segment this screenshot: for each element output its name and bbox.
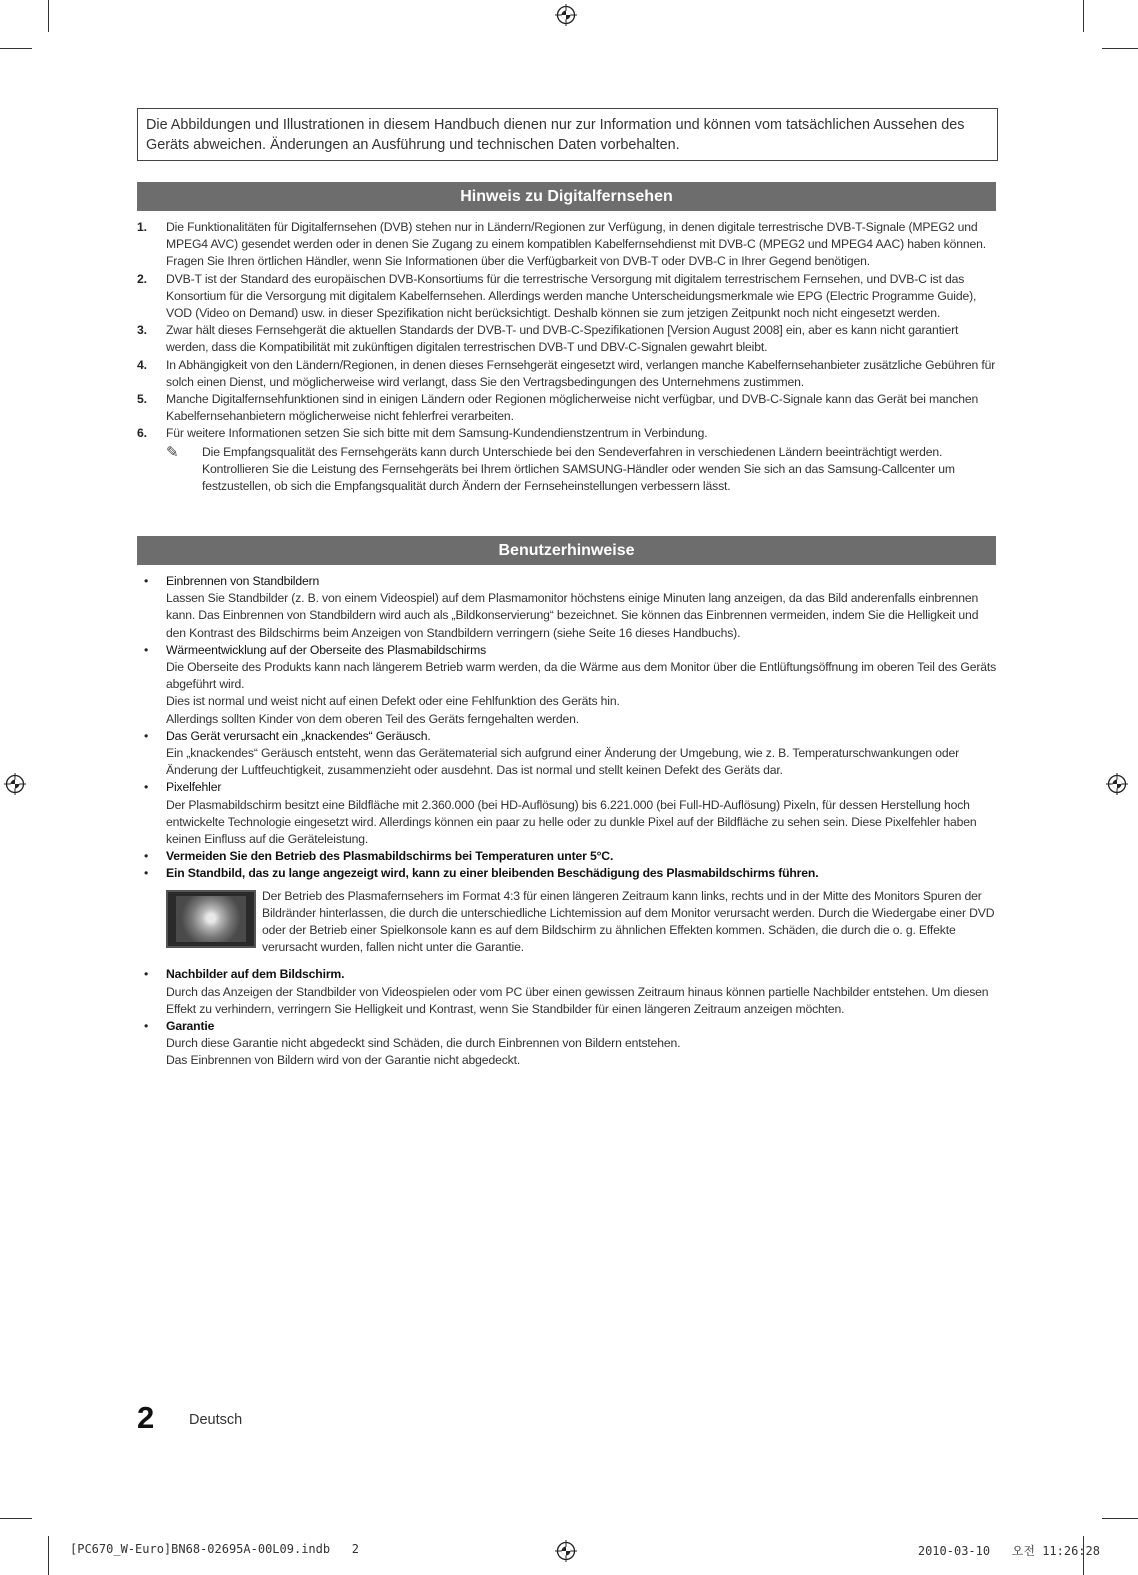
bullet-title: Ein Standbild, das zu lange angezeigt wird, kann zu einer bleibenden Beschädigung des Plasmabildschirms führen. [166,866,819,881]
list-number: 1. [137,220,147,234]
list-item [137,779,997,848]
bullet-title: Vermeiden Sie den Betrieb des Plasmabildschirms bei Temperaturen unter 5°C. [166,849,614,864]
registration-mark-icon [555,4,577,26]
image-note [166,888,997,957]
bullet-body: Lassen Sie Standbilder (z. B. von einem Videospiel) auf dem Plasmamonitor höchstens einige Minuten lang anzeigen, da das Bild anderenfalls einbrennen kann. Das Einbrennen von Standbildern wird auch als „Bildkonservierung“ bezeichnet. Sie können das Einbrennen vermeiden, indem Sie die Helligkeit und den Kontrast des Bildschirms beim Anzeigen von Standbildern verringern (siehe Seite 16 dieses Handbuchs). [166,591,979,640]
pencil-note-icon: ✎ [166,443,179,461]
page-language: Deutsch [189,1412,243,1428]
bullet-body: Ein „knackendes“ Geräusch entsteht, wenn das Gerätematerial sich aufgrund einer Änderung der Umgebung, wie z. B. Temperaturschwankungen oder Änderung der Luftfeuchtigkeit, zusammenzieht oder ausdehnt. Das ist normal und stellt keinen Defekt des Geräts dar. [166,746,960,778]
bullet-icon: • [144,967,149,982]
section-header-user-notes: Benutzerhinweise [137,536,996,565]
bullet-title: Garantie [166,1019,215,1034]
list-item-text: Für weitere Informationen setzen Sie sich bitte mit dem Samsung-Kundendienstzentrum in Verbindung. [166,426,708,441]
list-item [137,865,997,956]
registration-mark-icon [555,1540,577,1562]
screen-burn-in-image [166,890,256,948]
bullet-icon: • [144,849,149,864]
list-item [137,219,997,271]
note [137,444,997,496]
list-item-text: Manche Digitalfernsehfunktionen sind in einigen Ländern oder Regionen möglicherweise nicht verfügbar, und DVB-C-Signale kann das Gerät bei manchen Kabelfernsehanbietern möglicherweise nicht fehlerfrei verarbeiten. [166,392,979,424]
crop-mark [0,1518,32,1519]
bullet-body: Die Oberseite des Produkts kann nach längerem Betrieb warm werden, da die Wärme aus dem Monitor über die Entlüftungsöffnung im oberen Teil des Geräts abgeführt wird. [166,660,997,692]
digital-tv-list [137,219,997,495]
bullet-body: Allerdings sollten Kinder von dem oberen Teil des Geräts ferngehalten werden. [166,711,580,726]
list-item-text: DVB-T ist der Standard des europäischen DVB-Konsortiums für die terrestrische Versorgung mit digitalem terrestrischem Fernsehen, und DVB-C ist das Konsortium für die Versorgung mit digitalem Kabelfernsehen. Allerdings werden manche Unterscheidungsmerkmale wie EPG (Electric Programme Guide), VOD (Video on Demand) usw. in dieser Spezifikation nicht berücksichtigt. Deshalb können sie zum jetzigen Zeitpunkt noch nicht eingesetzt werden. [166,271,977,321]
list-item [137,1018,997,1070]
list-item [137,642,997,728]
list-number: 2. [137,271,147,286]
crop-mark [48,1536,49,1575]
bullet-body: Durch diese Garantie nicht abgedeckt sind Schäden, die durch Einbrennen von Bildern entstehen. [166,1036,681,1051]
image-note-text: Der Betrieb des Plasmafernsehers im Format 4:3 für einen längeren Zeitraum kann links, rechts und in der Mitte des Monitors Spuren der Bildränder hinterlassen, die durch die unterschiedliche Lichtemission auf dem Monitor verursacht werden. Durch die Wiedergabe einer DVD oder der Betrieb einer Spielkonsole kann es auf dem Bildschirm zu ähnlichen Effekten kommen. Schäden, die durch die o. g. Effekte verursacht wurden, fallen nicht unter die Garantie. [262,888,995,955]
bullet-icon: • [144,728,149,743]
bullet-icon: • [144,866,149,881]
list-item [137,848,997,865]
bullet-body: Das Einbrennen von Bildern wird von der Garantie nicht abgedeckt. [166,1053,521,1068]
list-item-text: In Abhängigkeit von den Ländern/Regionen, in denen dieses Fernsehgerät eingesetzt wird, verlangen manche Kabelfernsehanbieter zusätzliche Gebühren für solch einen Dienst, und möglicherweise wird verlangt, dass Sie den Vertragsbedingungen des Unternehmens zustimmen. [166,357,996,389]
bullet-title: Nachbilder auf dem Bildschirm. [166,967,345,982]
list-item-text: Die Funktionalitäten für Digitalfernsehen (DVB) stehen nur in Ländern/Regionen zur Verfügung, in denen digitale terrestrische DVB-T-Signale (MPEG2 und MPEG4 AVC) gesendet werden oder in denen Sie Zugang zu einem kompatiblen Kabelfernsehdienst mit DVB-C (MPEG2 und MPEG4 AAC) haben können. Fragen Sie Ihren örtlichen Händler, wenn Sie Informationen über die Verfügbarkeit von DVB-T oder DVB-C in Ihrer Gegend benötigen. [166,220,986,269]
bullet-body: Dies ist normal und weist nicht auf einen Defekt oder eine Fehlfunktion des Geräts hin. [166,694,620,709]
note-text: Die Empfangsqualität des Fernsehgeräts kann durch Unterschiede bei den Sendeverfahren in verschiedenen Ländern beeinträchtigt werden. Kontrollieren Sie die Leistung des Fernsehgeräts bei Ihrem örtlichen SAMSUNG-Händler oder wenden Sie sich an das Samsung-Callcenter um festzustellen, ob sich die Empfangsqualität durch Ändern der Fernseheinstellungen verbessern lässt. [202,444,955,494]
user-notes-list [137,573,997,1070]
crop-mark [1083,0,1084,32]
bullet-icon: • [144,1019,149,1034]
list-number: 6. [137,426,147,441]
list-item [137,425,997,442]
list-item [137,966,997,1018]
footer-file-name: [PC670_W-Euro]BN68-02695A-00L09.indb 2 [70,1542,359,1556]
disclaimer-box: Die Abbildungen und Illustrationen in diesem Handbuch dienen nur zur Information und können vom tatsächlichen Aussehen des Geräts abweichen. Änderungen an Ausführung und technischen Daten vorbehalten. [137,108,998,161]
list-item-text: Zwar hält dieses Fernsehgerät die aktuellen Standards der DVB-T- und DVB-C-Spezifikationen [Version August 2008] ein, aber es kann nicht garantiert werden, dass die Kompatibilität mit zukünftigen digitalen terrestrischen DVB-T und DBV-C-Signalen gewahrt bleibt. [166,323,959,355]
bullet-title: Das Gerät verursacht ein „knackendes“ Geräusch. [166,728,431,743]
footer-timestamp: 2010-03-10 오전 11:26:28 [917,1544,1100,1558]
bullet-icon: • [144,574,149,588]
bullet-icon: • [144,642,149,657]
page-number: 2 [137,1400,155,1435]
crop-mark [48,0,49,32]
list-number: 3. [137,323,147,338]
list-number: 4. [137,357,147,372]
list-item [137,391,997,425]
list-number: 5. [137,392,147,407]
crop-mark [1102,48,1138,49]
bullet-icon: • [144,780,149,795]
bullet-title: Einbrennen von Standbildern [166,574,320,588]
bullet-title: Pixelfehler [166,780,222,795]
section-header-digital-tv: Hinweis zu Digitalfernsehen [137,182,996,211]
list-item [137,573,997,642]
bullet-body: Durch das Anzeigen der Standbilder von Videospielen oder vom PC über einen gewissen Zeitraum hinaus können partielle Nachbilder entstehen. Um diesen Effekt zu verhindern, verringern Sie Helligkeit und Kontrast, wenn Sie Standbilder für einen längeren Zeitraum anzeigen möchten. [166,984,989,1016]
list-item [137,322,997,356]
list-item [137,728,997,780]
crop-mark [0,48,32,49]
registration-mark-icon [1106,773,1128,795]
registration-mark-icon [4,773,26,795]
list-item [137,271,997,323]
crop-mark [1102,1518,1138,1519]
bullet-body: Der Plasmabildschirm besitzt eine Bildfläche mit 2.360.000 (bei HD-Auflösung) bis 6.221.000 (bei Full-HD-Auflösung) Pixeln, für dessen Herstellung hoch entwickelte Technologie eingesetzt wird. Allerdings können ein paar zu helle oder zu dunkle Pixel auf der Bildfläche zu sehen sein. Diese Pixelfehler haben keinen Einfluss auf die Geräteleistung. [166,797,977,847]
bullet-title: Wärmeentwicklung auf der Oberseite des Plasmabildschirms [166,642,487,657]
list-item [137,357,997,391]
